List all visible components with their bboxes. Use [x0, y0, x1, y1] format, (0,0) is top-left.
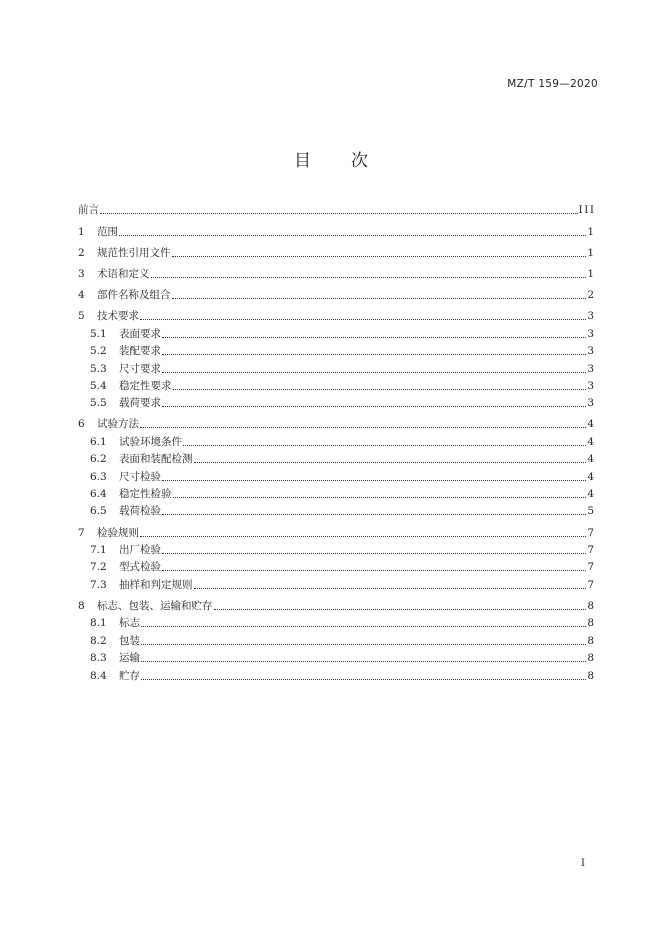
toc-entry-label: 试验方法	[97, 418, 139, 431]
toc-entry-number: 8.1	[90, 617, 107, 630]
toc-entry-page: 3	[587, 397, 596, 410]
toc-dot-leader	[141, 625, 586, 627]
toc-entry[interactable]	[78, 431, 594, 448]
toc-entry-label: 前言	[78, 204, 99, 217]
toc-dot-leader	[162, 569, 586, 571]
toc-entry[interactable]	[78, 358, 594, 375]
footer-page-number: I	[581, 858, 585, 869]
toc-dot-leader	[141, 678, 586, 680]
toc-entry-page: 8	[587, 669, 596, 682]
toc-entry-number: 7	[78, 526, 85, 539]
toc-entry-label: 试验环境条件	[119, 435, 182, 448]
toc-entry-number: 4	[78, 289, 85, 302]
toc-entry-page: 4	[587, 418, 596, 431]
toc-entry-label: 技术要求	[97, 310, 139, 323]
toc-entry[interactable]	[78, 522, 594, 539]
toc-entry-number: 6.3	[90, 470, 107, 483]
toc-entry[interactable]	[78, 501, 594, 518]
toc-entry-number: 5.1	[90, 327, 107, 340]
toc-dot-leader	[140, 426, 586, 428]
toc-entry-page: 1	[587, 267, 596, 280]
toc-entry-number: 5.3	[90, 362, 107, 375]
toc-entry-label: 装配要求	[119, 345, 161, 358]
toc-entry-number: 6.4	[90, 488, 107, 501]
toc-entry[interactable]	[78, 242, 594, 259]
toc-entry-number: 7.1	[90, 544, 107, 556]
toc-dot-leader	[162, 405, 586, 407]
toc-entry-number: 6	[78, 418, 85, 431]
toc-entry[interactable]	[78, 393, 594, 410]
toc-entry-label: 贮存	[119, 669, 140, 682]
toc-entry-page: 4	[587, 435, 596, 448]
toc-entry-number: 6.2	[90, 453, 107, 466]
toc-dot-leader	[162, 371, 586, 373]
toc-entry[interactable]	[78, 449, 594, 466]
toc-dot-leader	[119, 234, 586, 236]
toc-entry-label: 抽样和判定规则	[119, 578, 193, 591]
toc-dot-leader	[173, 496, 587, 498]
toc-entry-number: 3	[78, 267, 85, 280]
toc-entry-number: 5.5	[90, 397, 107, 410]
toc-entry[interactable]	[78, 574, 594, 591]
toc-dot-leader	[100, 212, 578, 214]
toc-entry-page: 8	[587, 599, 596, 612]
toc-entry-page: 5	[587, 505, 596, 518]
toc-dot-leader	[172, 255, 587, 257]
toc-entry[interactable]	[78, 648, 594, 665]
toc-dot-leader	[141, 643, 586, 645]
page-title	[0, 146, 662, 171]
toc-entry[interactable]	[78, 557, 594, 574]
toc-entry-page: 3	[587, 345, 596, 358]
toc-entry-page: 3	[587, 327, 596, 340]
toc-entry[interactable]	[78, 376, 594, 393]
standard-code: MZ/T 159—2020	[507, 78, 598, 90]
toc-entry[interactable]	[78, 630, 594, 647]
toc-entry-page: 2	[587, 289, 596, 302]
toc-entry-page: 8	[587, 652, 596, 665]
toc-entry-number: 8	[78, 599, 85, 612]
toc-dot-leader	[162, 552, 586, 554]
toc-entry-page: 4	[587, 453, 596, 466]
toc-entry[interactable]	[78, 665, 594, 682]
table-of-contents	[78, 200, 594, 683]
toc-entry-number: 6.5	[90, 505, 107, 518]
toc-entry-label: 稳定性要求	[119, 379, 172, 392]
toc-dot-leader	[140, 318, 586, 320]
toc-dot-leader	[173, 388, 587, 390]
toc-entry-label: 表面要求	[119, 327, 161, 340]
toc-entry-label: 术语和定义	[97, 267, 150, 280]
toc-dot-leader	[214, 608, 587, 610]
toc-entry[interactable]	[78, 540, 594, 557]
toc-entry-number: 5.2	[90, 345, 107, 358]
toc-entry-page: 7	[587, 578, 596, 591]
toc-entry-page: 8	[587, 634, 596, 647]
toc-dot-leader	[194, 587, 587, 589]
toc-entry-label: 表面和装配检测	[119, 453, 193, 466]
toc-entry-number: 1	[78, 225, 85, 238]
toc-entry-number: 2	[78, 246, 85, 259]
toc-entry-label: 标志、包装、运输和贮存	[97, 599, 213, 612]
toc-entry-page: 4	[587, 470, 596, 483]
toc-dot-leader	[162, 479, 586, 481]
toc-entry-number: 5.4	[90, 379, 107, 392]
toc-dot-leader	[162, 336, 586, 338]
toc-entry-label: 运输	[119, 652, 140, 665]
toc-dot-leader	[194, 461, 587, 463]
toc-entry-page: 7	[587, 561, 596, 574]
toc-entry-label: 检验规则	[97, 526, 139, 539]
toc-entry-label: 范围	[97, 225, 118, 238]
toc-entry-label: 载荷要求	[119, 397, 161, 410]
toc-entry-label: 稳定性检验	[119, 488, 172, 501]
toc-entry[interactable]	[78, 341, 594, 358]
toc-entry-number: 8.2	[90, 634, 107, 647]
toc-entry-label: 出厂检验	[119, 544, 161, 556]
toc-entry[interactable]	[78, 466, 594, 483]
toc-entry-label: 标志	[119, 617, 140, 630]
toc-entry[interactable]	[78, 264, 594, 281]
toc-entry-label: 型式检验	[119, 561, 161, 574]
toc-entry-number: 5	[78, 310, 85, 323]
toc-entry-number: 6.1	[90, 435, 107, 448]
toc-entry-label: 尺寸要求	[119, 362, 161, 375]
toc-entry-page: 3	[587, 362, 596, 375]
toc-entry-page: 7	[587, 526, 596, 539]
toc-entry[interactable]	[78, 613, 594, 630]
toc-entry-number: 8.4	[90, 669, 107, 682]
toc-entry[interactable]	[78, 414, 594, 431]
toc-entry-label: 尺寸检验	[119, 470, 161, 483]
toc-entry-number: 8.3	[90, 652, 107, 665]
toc-dot-leader	[141, 660, 586, 662]
toc-dot-leader	[151, 276, 587, 278]
title-char-2: 次	[351, 151, 368, 171]
toc-entry[interactable]	[78, 596, 594, 613]
toc-entry[interactable]	[78, 221, 594, 238]
toc-entry-page: 7	[587, 544, 596, 556]
toc-entry[interactable]	[78, 306, 594, 323]
toc-dot-leader	[172, 297, 587, 299]
toc-entry-page: III	[578, 204, 596, 217]
title-char-1: 目	[294, 151, 311, 171]
toc-entry-label: 包装	[119, 634, 140, 647]
toc-entry[interactable]	[78, 484, 594, 501]
toc-dot-leader	[140, 535, 586, 537]
toc-entry-page: 1	[587, 246, 596, 259]
toc-dot-leader	[183, 444, 586, 446]
toc-entry-page: 1	[587, 225, 596, 238]
toc-entry-page: 4	[587, 488, 596, 501]
toc-entry[interactable]	[78, 285, 594, 302]
toc-entry[interactable]	[78, 200, 594, 217]
toc-entry[interactable]	[78, 323, 594, 340]
toc-entry-label: 规范性引用文件	[97, 246, 171, 259]
toc-dot-leader	[162, 513, 586, 515]
toc-entry-label: 载荷检验	[119, 505, 161, 518]
toc-dot-leader	[162, 353, 586, 355]
toc-entry-number: 7.2	[90, 561, 107, 574]
toc-entry-page: 3	[587, 379, 596, 392]
toc-entry-page: 3	[587, 310, 596, 323]
toc-entry-number: 7.3	[90, 578, 107, 591]
toc-entry-page: 8	[587, 617, 596, 630]
toc-entry-label: 部件名称及组合	[97, 289, 171, 302]
